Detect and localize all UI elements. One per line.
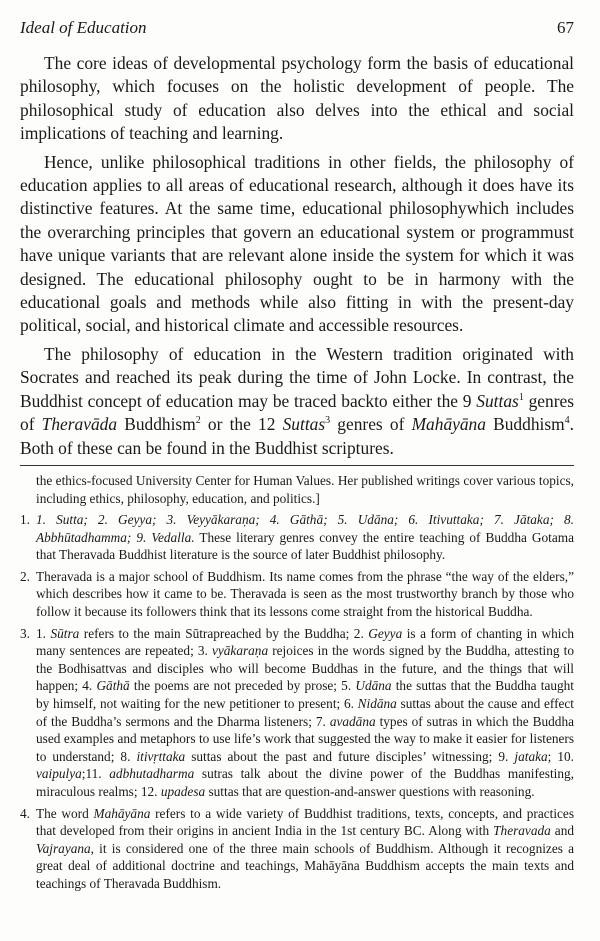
footnote-continuation: the ethics-focused University Center for Human Values. Her published writings cover various topics, including ethics, philosophy, education, and politics.] [36,472,574,506]
paragraph-1: The core ideas of developmental psychology form the basis of educational philosophy, which focuses on the holistic development of people. The philosophical study of education also delves into the ethical and social implications of teaching and learning. [20,53,574,144]
running-header [20,18,574,46]
footnote-number: 4. [20,805,30,821]
footnote-4: 4. The word Mahāyāna refers to a wide variety of Buddhist traditions, texts, concepts, and practices that developed from their origins in ancient India in the 1st century BC. Along with Theravada and Vajrayana, it is considered one of the three main schools of Buddhism. Although it recognizes a great deal of additional doctrine and teachings, Mahāyāna Buddhism accepts the main texts and teachings of Theravada Buddhism. [20,805,574,891]
footnote-divider [20,465,574,466]
footnote-ref-2[interactable]: 2 [195,415,201,427]
page-number: 67 [557,18,574,37]
running-title: Ideal of Education [20,18,147,37]
footnote-2: 2. Theravada is a major school of Buddhism. Its name comes from the phrase “the way of the elders,” which describes how it came to be. Theravada is seen as the most trustworthy branch by those who follow it because its followers think that its lessons come straight from the historical Buddha. [20,568,574,620]
footnote-ref-1[interactable]: 1 [518,391,524,403]
footnotes [20,472,574,893]
footnote-number: 1. [20,512,30,528]
footnote-3: 3. 1. Sūtra refers to the main Sūtrapreached by the Buddha; 2. Geyya is a form of chanting in which many sentences are repeated; 3. vyākaraṇa rejoices in the words signed by the Buddha, attesting to the Bodhisattvas and disciples who will become Buddhas in the future, and the things that will happen; 4. Gāthā the poems are not preceded by prose; 5. Udāna the suttas that the Buddha taught by himself, not waiting for the new petitioner to present; 6. Nidāna suttas about the cause and effect of the Buddha’s sermons and the Dharma listeners; 7. avadāna types of sutras in which the Buddha used examples and metaphors to use life’s work that suggested the way to make it easier for listeners to understand; 8. itivṛttaka suttas about the past and future disciples’ witnessing; 9. jataka; 10. vaipulya;11. adbhutadharma sutras talk about the divine power of the Buddhas manifesting, miraculous realms; 12. upadesa suttas that are question-and-answer questions with reasoning. [20,625,574,799]
footnote-ref-4[interactable]: 4 [564,415,570,427]
footnote-number: 2. [20,568,30,584]
main-text [20,52,574,460]
footnote-ref-3[interactable]: 3 [325,415,331,427]
paragraph-2: Hence, unlike philosophical traditions in other fields, the philosophy of education applies to all areas of educational research, although it does have its distinctive features. At the same time, educational philosophywhich includes the overarching principles that govern an educational system or programmust have unique variants that are relevant alone inside the system for which it was designed. The educational philosophy ought to be in harmony with the educational goals and methods while also fitting in with the present-day political, social, and historical climate and accessible resources. [20,151,574,336]
footnote-number: 3. [20,625,30,641]
footnote-1: 1. 1. Sutta; 2. Geyya; 3. Veyyākaraṇa; 4. Gāthā; 5. Udāna; 6. Itivuttaka; 7. Jātaka; 8. Abbhūtadhamma; 9. Vedalla. These literary genres convey the entire teaching of Buddha Gotama that Theravada Buddhist literature is the source of later Buddhist philosophy. [20,512,574,563]
paragraph-3: The philosophy of education in the Western tradition originated with Socrates and reached its peak during the time of John Locke. In contrast, the Buddhist concept of education may be traced backto either the 9 Suttas$^1$ genres of Theravāda Buddhism$^2$ or the 12 Suttas$^3$ genres of Mahāyāna Buddhism$^4$. Both of these can be found in the Buddhist scriptures. [20,343,575,458]
